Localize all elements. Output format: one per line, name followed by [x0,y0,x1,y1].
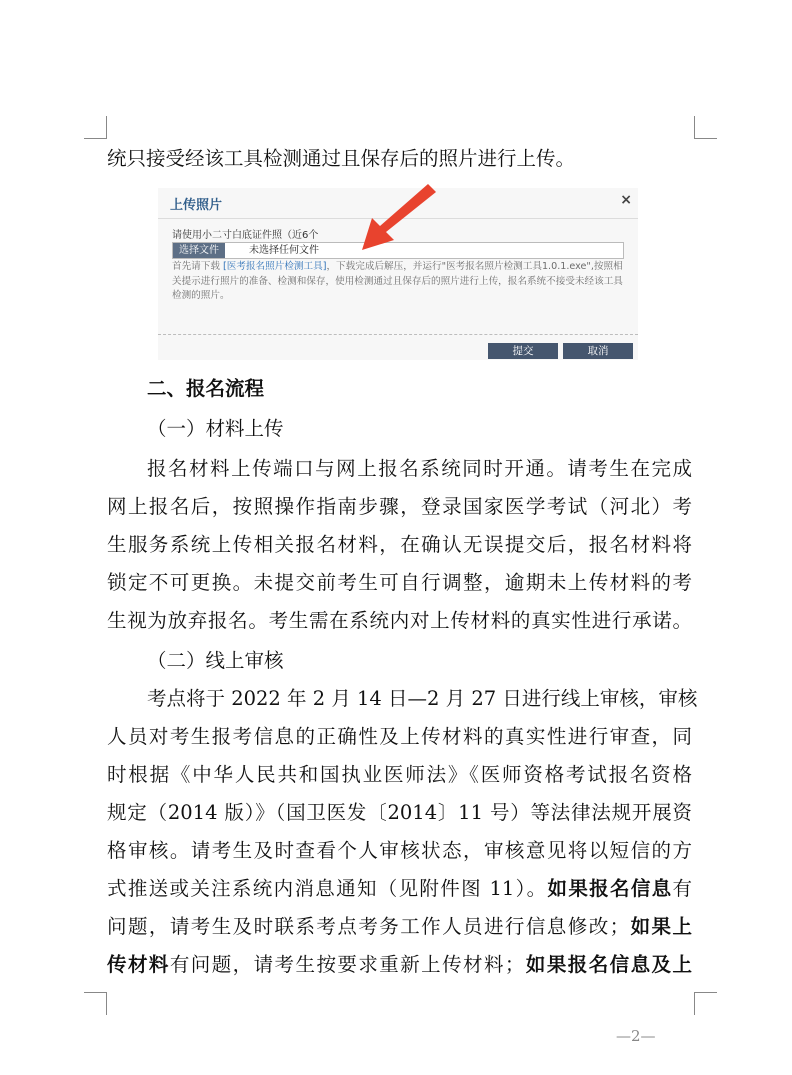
red-arrow-icon [340,180,440,260]
text-line: 锁定不可更换。未提交前考生可自行调整，逾期未上传材料的考 [107,571,692,594]
text-line: 问题，请考生及时联系考点考务工作人员进行信息修改；如果上 [107,915,692,938]
text-line: 格审核。请考生及时查看个人审核状态，审核意见将以短信的方 [107,839,692,862]
subsection-title-materials: （一）材料上传 [147,417,284,440]
text-line: 生视为放弃报名。考生需在系统内对上传材料的真实性进行承诺。 [107,609,692,632]
page-number: —2— [616,1027,656,1045]
dialog-note [172,260,627,304]
choose-file-button[interactable]: 选择文件 [173,243,225,258]
dialog-title: 上传照片 [170,198,223,213]
dialog-instruction: 请使用小二寸白底证件照（近6个 [172,230,319,241]
download-tool-link[interactable]: [医考报名照片检测工具] [223,261,327,272]
section-title: 二、报名流程 [147,377,265,400]
close-icon[interactable]: × [620,192,632,208]
subsection-title-review: （二）线上审核 [147,649,284,672]
text-line: 统只接受经该工具检测通过且保存后的照片进行上传。 [107,147,576,170]
text-line: 传材料有问题，请考生按要求重新上传材料；如果报名信息及上 [107,953,692,976]
crop-mark-bottom-right [694,992,717,1015]
crop-mark-bottom-left [84,992,107,1015]
crop-mark-top-right [694,116,717,139]
dialog-dashed-divider [158,334,638,335]
note-text-rest: ，下载完成后解压，并运行"医考报名照片检测工具1.0.1.exe",按照相关提示进行照片的准备、检测和保存，使用检测通过且保存后的照片进行上传，报名系统不接受未经该工具检测的照片。 [172,261,623,301]
crop-mark-top-left [84,116,107,139]
text-line: 人员对考生报考信息的正确性及上传材料的真实性进行审查，同 [107,725,692,748]
text-line: 报名材料上传端口与网上报名系统同时开通。请考生在完成 [147,457,692,480]
submit-button[interactable]: 提交 [488,343,558,359]
note-text: 首先请下载 [172,261,224,272]
cancel-button[interactable]: 取消 [563,343,633,359]
text-line: 规定（2014 版）》（国卫医发〔2014〕11 号）等法律法规开展资 [107,801,692,824]
file-name-label: 未选择任何文件 [249,245,319,256]
text-line: 时根据《中华人民共和国执业医师法》《医师资格考试报名资格 [107,763,692,786]
text-line: 考点将于 2022 年 2 月 14 日—2 月 27 日进行线上审核，审核 [147,687,698,710]
text-line: 生服务系统上传相关报名材料，在确认无误提交后，报名材料将 [107,533,692,556]
text-line: 式推送或关注系统内消息通知（见附件图 11）。如果报名信息有 [107,877,692,900]
text-line: 网上报名后，按照操作指南步骤，登录国家医学考试（河北）考 [107,495,692,518]
